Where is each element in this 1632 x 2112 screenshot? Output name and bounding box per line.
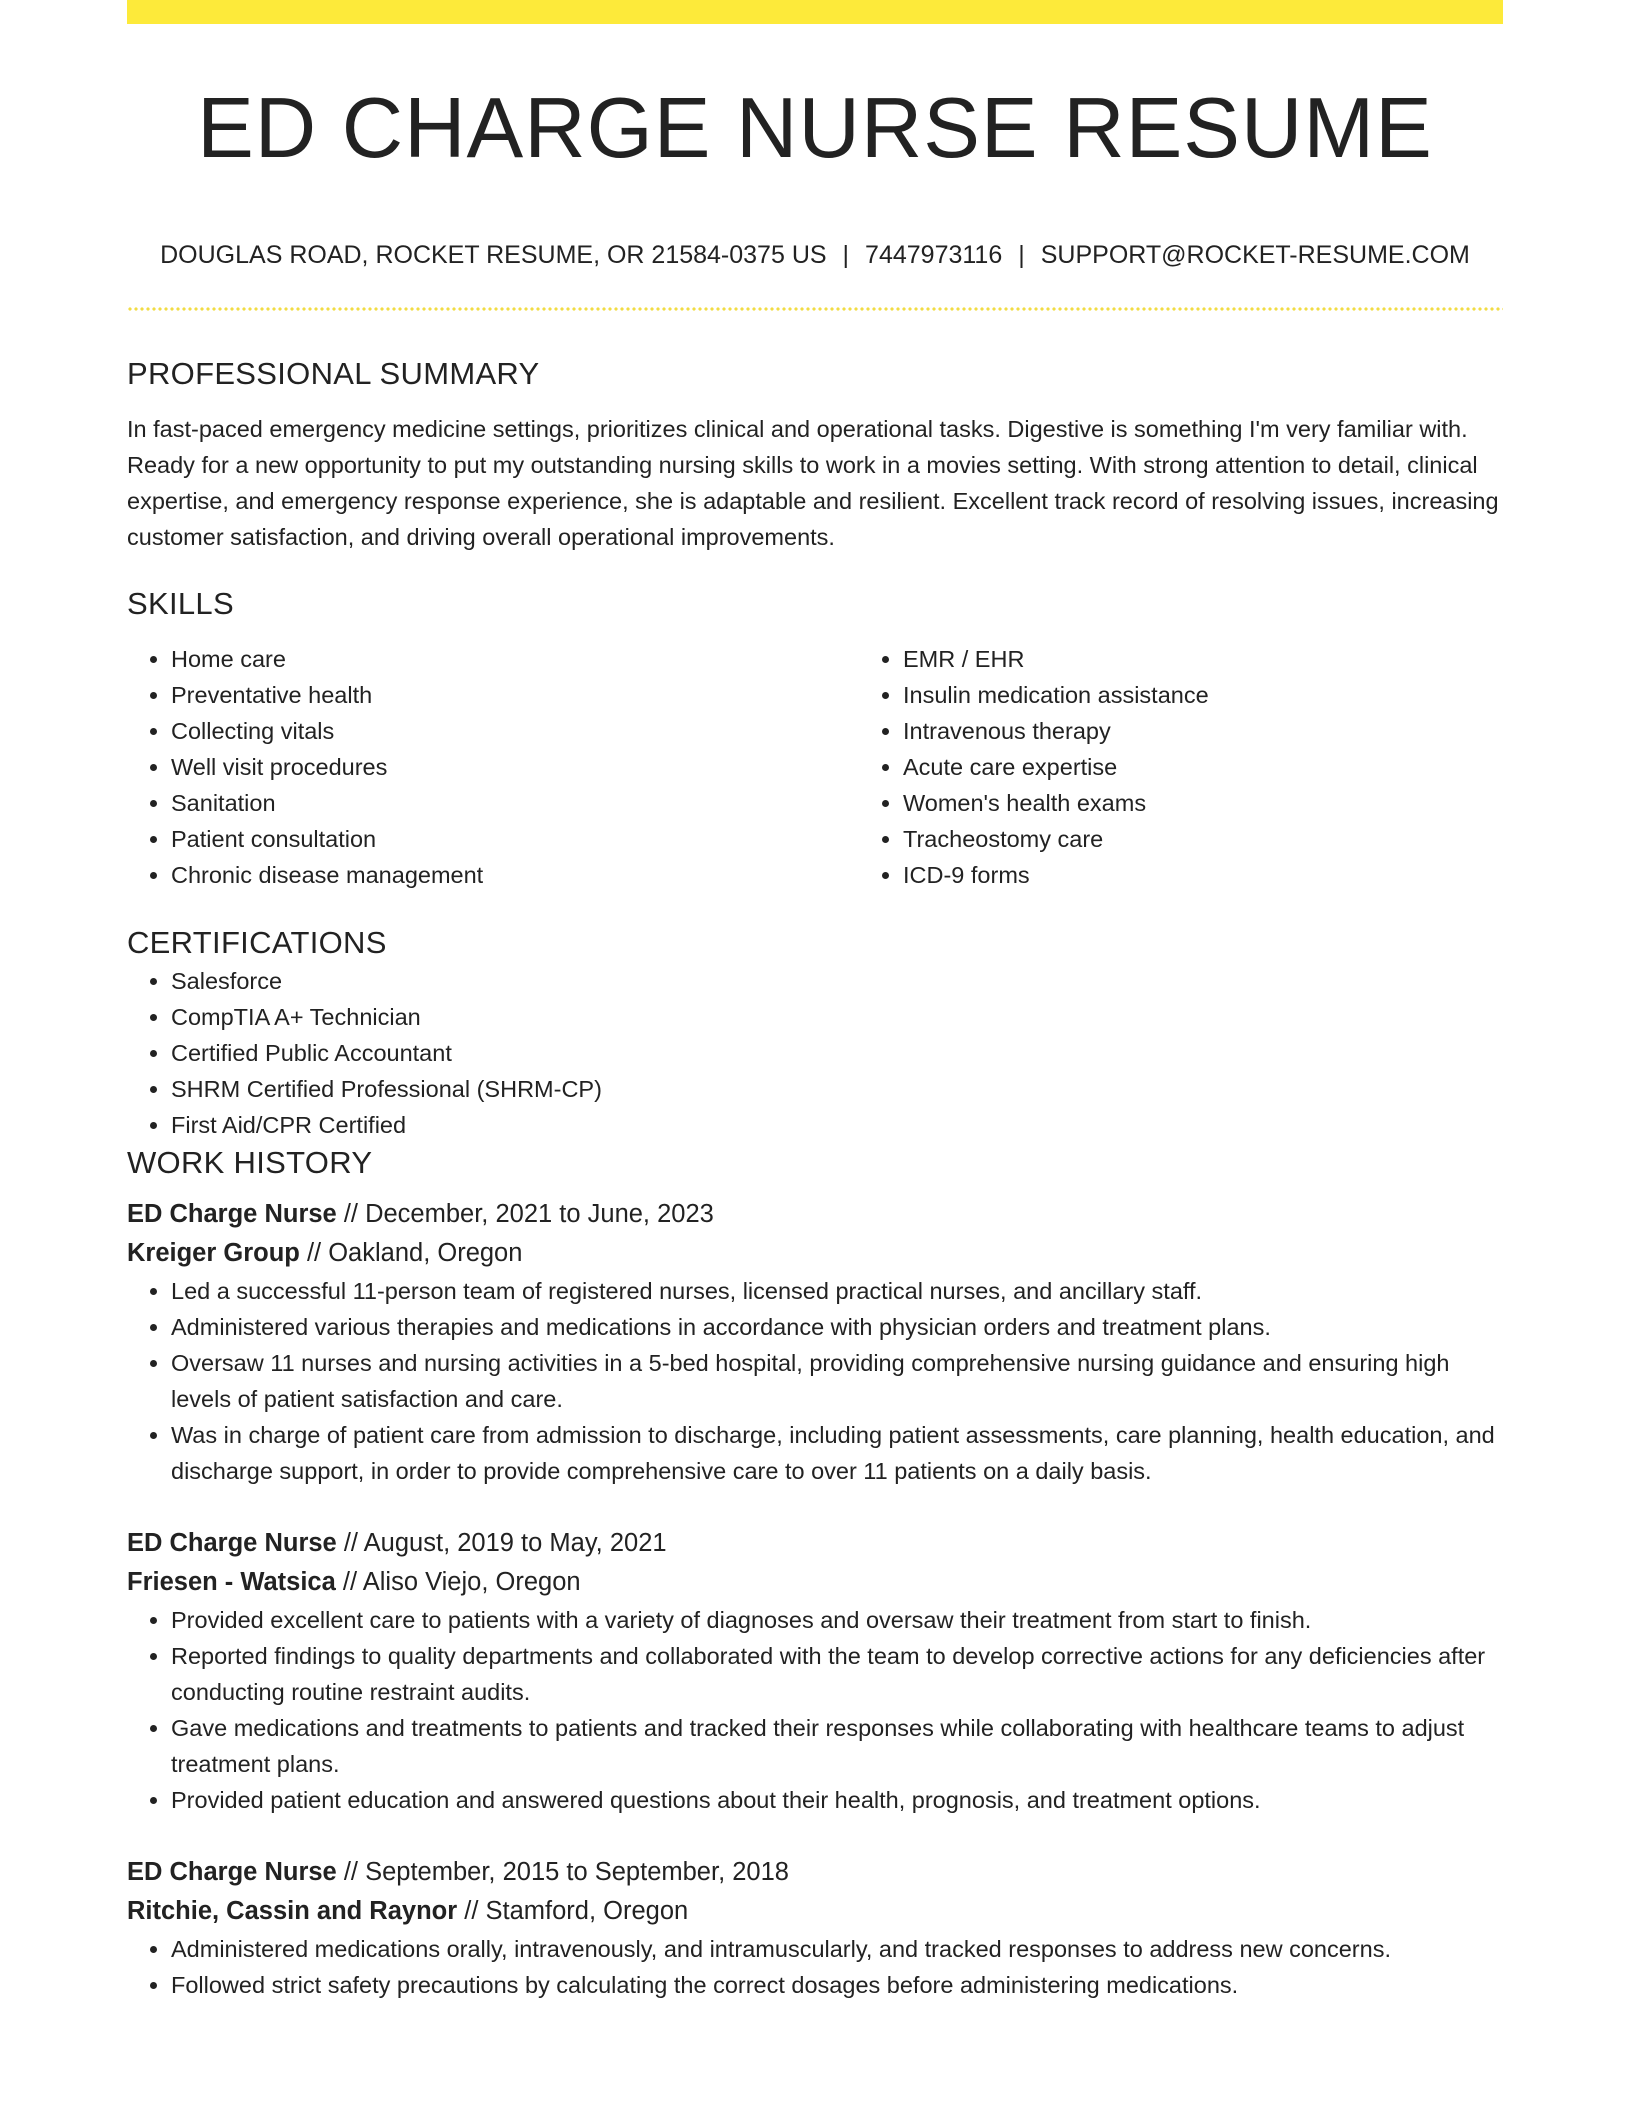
skill-item: • Women's health exams bbox=[903, 785, 1591, 821]
skills-list-right bbox=[859, 641, 1591, 893]
skill-item: • ICD-9 forms bbox=[903, 857, 1591, 893]
job-bullet: • Provided excellent care to patients with a variety of diagnoses and oversaw their treatment from start to finish. bbox=[171, 1602, 1503, 1638]
job-title: ED Charge Nurse bbox=[127, 1858, 337, 1886]
job-bullets bbox=[127, 1602, 1503, 1818]
skills-list-left bbox=[127, 641, 859, 893]
skill-item: • Well visit procedures bbox=[171, 749, 859, 785]
job-title-line bbox=[127, 1195, 1503, 1234]
certification-item: • SHRM Certified Professional (SHRM-CP) bbox=[171, 1071, 1503, 1107]
job-bullets bbox=[127, 1273, 1503, 1489]
job-dates: // December, 2021 to June, 2023 bbox=[343, 1200, 714, 1228]
job-location: // Stamford, Oregon bbox=[464, 1897, 689, 1925]
job-title-line bbox=[127, 1524, 1503, 1563]
resume-content bbox=[127, 354, 1503, 2003]
certification-item: • Certified Public Accountant bbox=[171, 1035, 1503, 1071]
job-bullet: • Gave medications and treatments to patients and tracked their responses while collaborating with healthcare teams to adjust treatment plans. bbox=[171, 1710, 1503, 1782]
summary-text: In fast-paced emergency medicine settings, prioritizes clinical and operational tasks. Digestive is something I'm very familiar with. Ready for a new opportunity to put my outstanding nursing skills to work in a movies setting. With strong attention to detail, clinical expertise, and emergency response experience, she is adaptable and resilient. Excellent track record of resolving issues, increasing customer satisfaction, and driving overall operational improvements. bbox=[127, 416, 1499, 550]
skill-item: • Chronic disease management bbox=[171, 857, 859, 893]
certifications-list bbox=[127, 963, 1503, 1143]
contact-phone: 7447973116 bbox=[865, 241, 1003, 269]
job-entry bbox=[127, 1853, 1503, 2003]
job-entry bbox=[127, 1195, 1503, 1489]
skill-item: • EMR / EHR bbox=[903, 641, 1591, 677]
job-bullet: • Administered medications orally, intravenously, and intramuscularly, and tracked responses to address new concerns. bbox=[171, 1931, 1503, 1967]
job-location: // Oakland, Oregon bbox=[306, 1239, 523, 1267]
contact-email: SUPPORT@ROCKET-RESUME.COM bbox=[1040, 241, 1470, 269]
job-bullet: • Administered various therapies and medications in accordance with physician orders and treatment plans. bbox=[171, 1309, 1503, 1345]
certification-item: • Salesforce bbox=[171, 963, 1503, 999]
skill-item: • Preventative health bbox=[171, 677, 859, 713]
work-history-list bbox=[127, 1195, 1503, 2003]
contact-address: DOUGLAS ROAD, ROCKET RESUME, OR 21584-0375 US bbox=[160, 241, 827, 269]
job-location: // Aliso Viejo, Oregon bbox=[342, 1568, 581, 1596]
job-bullet: • Led a successful 11-person team of registered nurses, licensed practical nurses, and ancillary staff. bbox=[171, 1273, 1503, 1309]
job-bullets bbox=[127, 1931, 1503, 2003]
dotted-divider bbox=[127, 307, 1503, 311]
job-dates: // September, 2015 to September, 2018 bbox=[343, 1858, 789, 1886]
skill-item: • Patient consultation bbox=[171, 821, 859, 857]
job-bullet: • Provided patient education and answered questions about their health, prognosis, and treatment options. bbox=[171, 1782, 1503, 1818]
skills-columns bbox=[127, 641, 1503, 893]
job-company-line bbox=[127, 1234, 1503, 1273]
certification-item: • CompTIA A+ Technician bbox=[171, 999, 1503, 1035]
certification-item: • First Aid/CPR Certified bbox=[171, 1107, 1503, 1143]
job-title-line bbox=[127, 1853, 1503, 1892]
work-history-heading: WORK HISTORY bbox=[127, 1145, 373, 1180]
skill-item: • Intravenous therapy bbox=[903, 713, 1591, 749]
accent-bar bbox=[127, 0, 1503, 24]
skill-item: • Tracheostomy care bbox=[903, 821, 1591, 857]
job-company: Friesen - Watsica bbox=[127, 1568, 336, 1596]
summary-heading: PROFESSIONAL SUMMARY bbox=[127, 356, 540, 391]
job-title: ED Charge Nurse bbox=[127, 1529, 337, 1557]
skills-heading: SKILLS bbox=[127, 586, 234, 621]
job-bullet: • Was in charge of patient care from admission to discharge, including patient assessments, care planning, health education, and discharge support, in order to provide comprehensive care to over 11 patients on a daily basis. bbox=[171, 1417, 1503, 1489]
job-entry bbox=[127, 1524, 1503, 1818]
job-company-line bbox=[127, 1563, 1503, 1602]
job-bullet: • Reported findings to quality departments and collaborated with the team to develop corrective actions for any deficiencies after conducting routine restraint audits. bbox=[171, 1638, 1503, 1710]
job-bullet: • Followed strict safety precautions by calculating the correct dosages before administering medications. bbox=[171, 1967, 1503, 2003]
job-company: Kreiger Group bbox=[127, 1239, 300, 1267]
skill-item: • Sanitation bbox=[171, 785, 859, 821]
job-company: Ritchie, Cassin and Raynor bbox=[127, 1897, 458, 1925]
skill-item: • Acute care expertise bbox=[903, 749, 1591, 785]
skill-item: • Collecting vitals bbox=[171, 713, 859, 749]
job-dates: // August, 2019 to May, 2021 bbox=[343, 1529, 667, 1557]
certifications-heading: CERTIFICATIONS bbox=[127, 925, 387, 960]
skill-item: • Home care bbox=[171, 641, 859, 677]
contact-line bbox=[127, 237, 1503, 273]
skill-item: • Insulin medication assistance bbox=[903, 677, 1591, 713]
job-company-line bbox=[127, 1892, 1503, 1931]
contact-separator: | bbox=[1018, 241, 1025, 269]
contact-separator: | bbox=[842, 241, 850, 269]
job-title: ED Charge Nurse bbox=[127, 1200, 337, 1228]
resume-title: ED CHARGE NURSE RESUME bbox=[197, 81, 1433, 176]
job-bullet: • Oversaw 11 nurses and nursing activities in a 5-bed hospital, providing comprehensive nursing guidance and ensuring high levels of patient satisfaction and care. bbox=[171, 1345, 1503, 1417]
